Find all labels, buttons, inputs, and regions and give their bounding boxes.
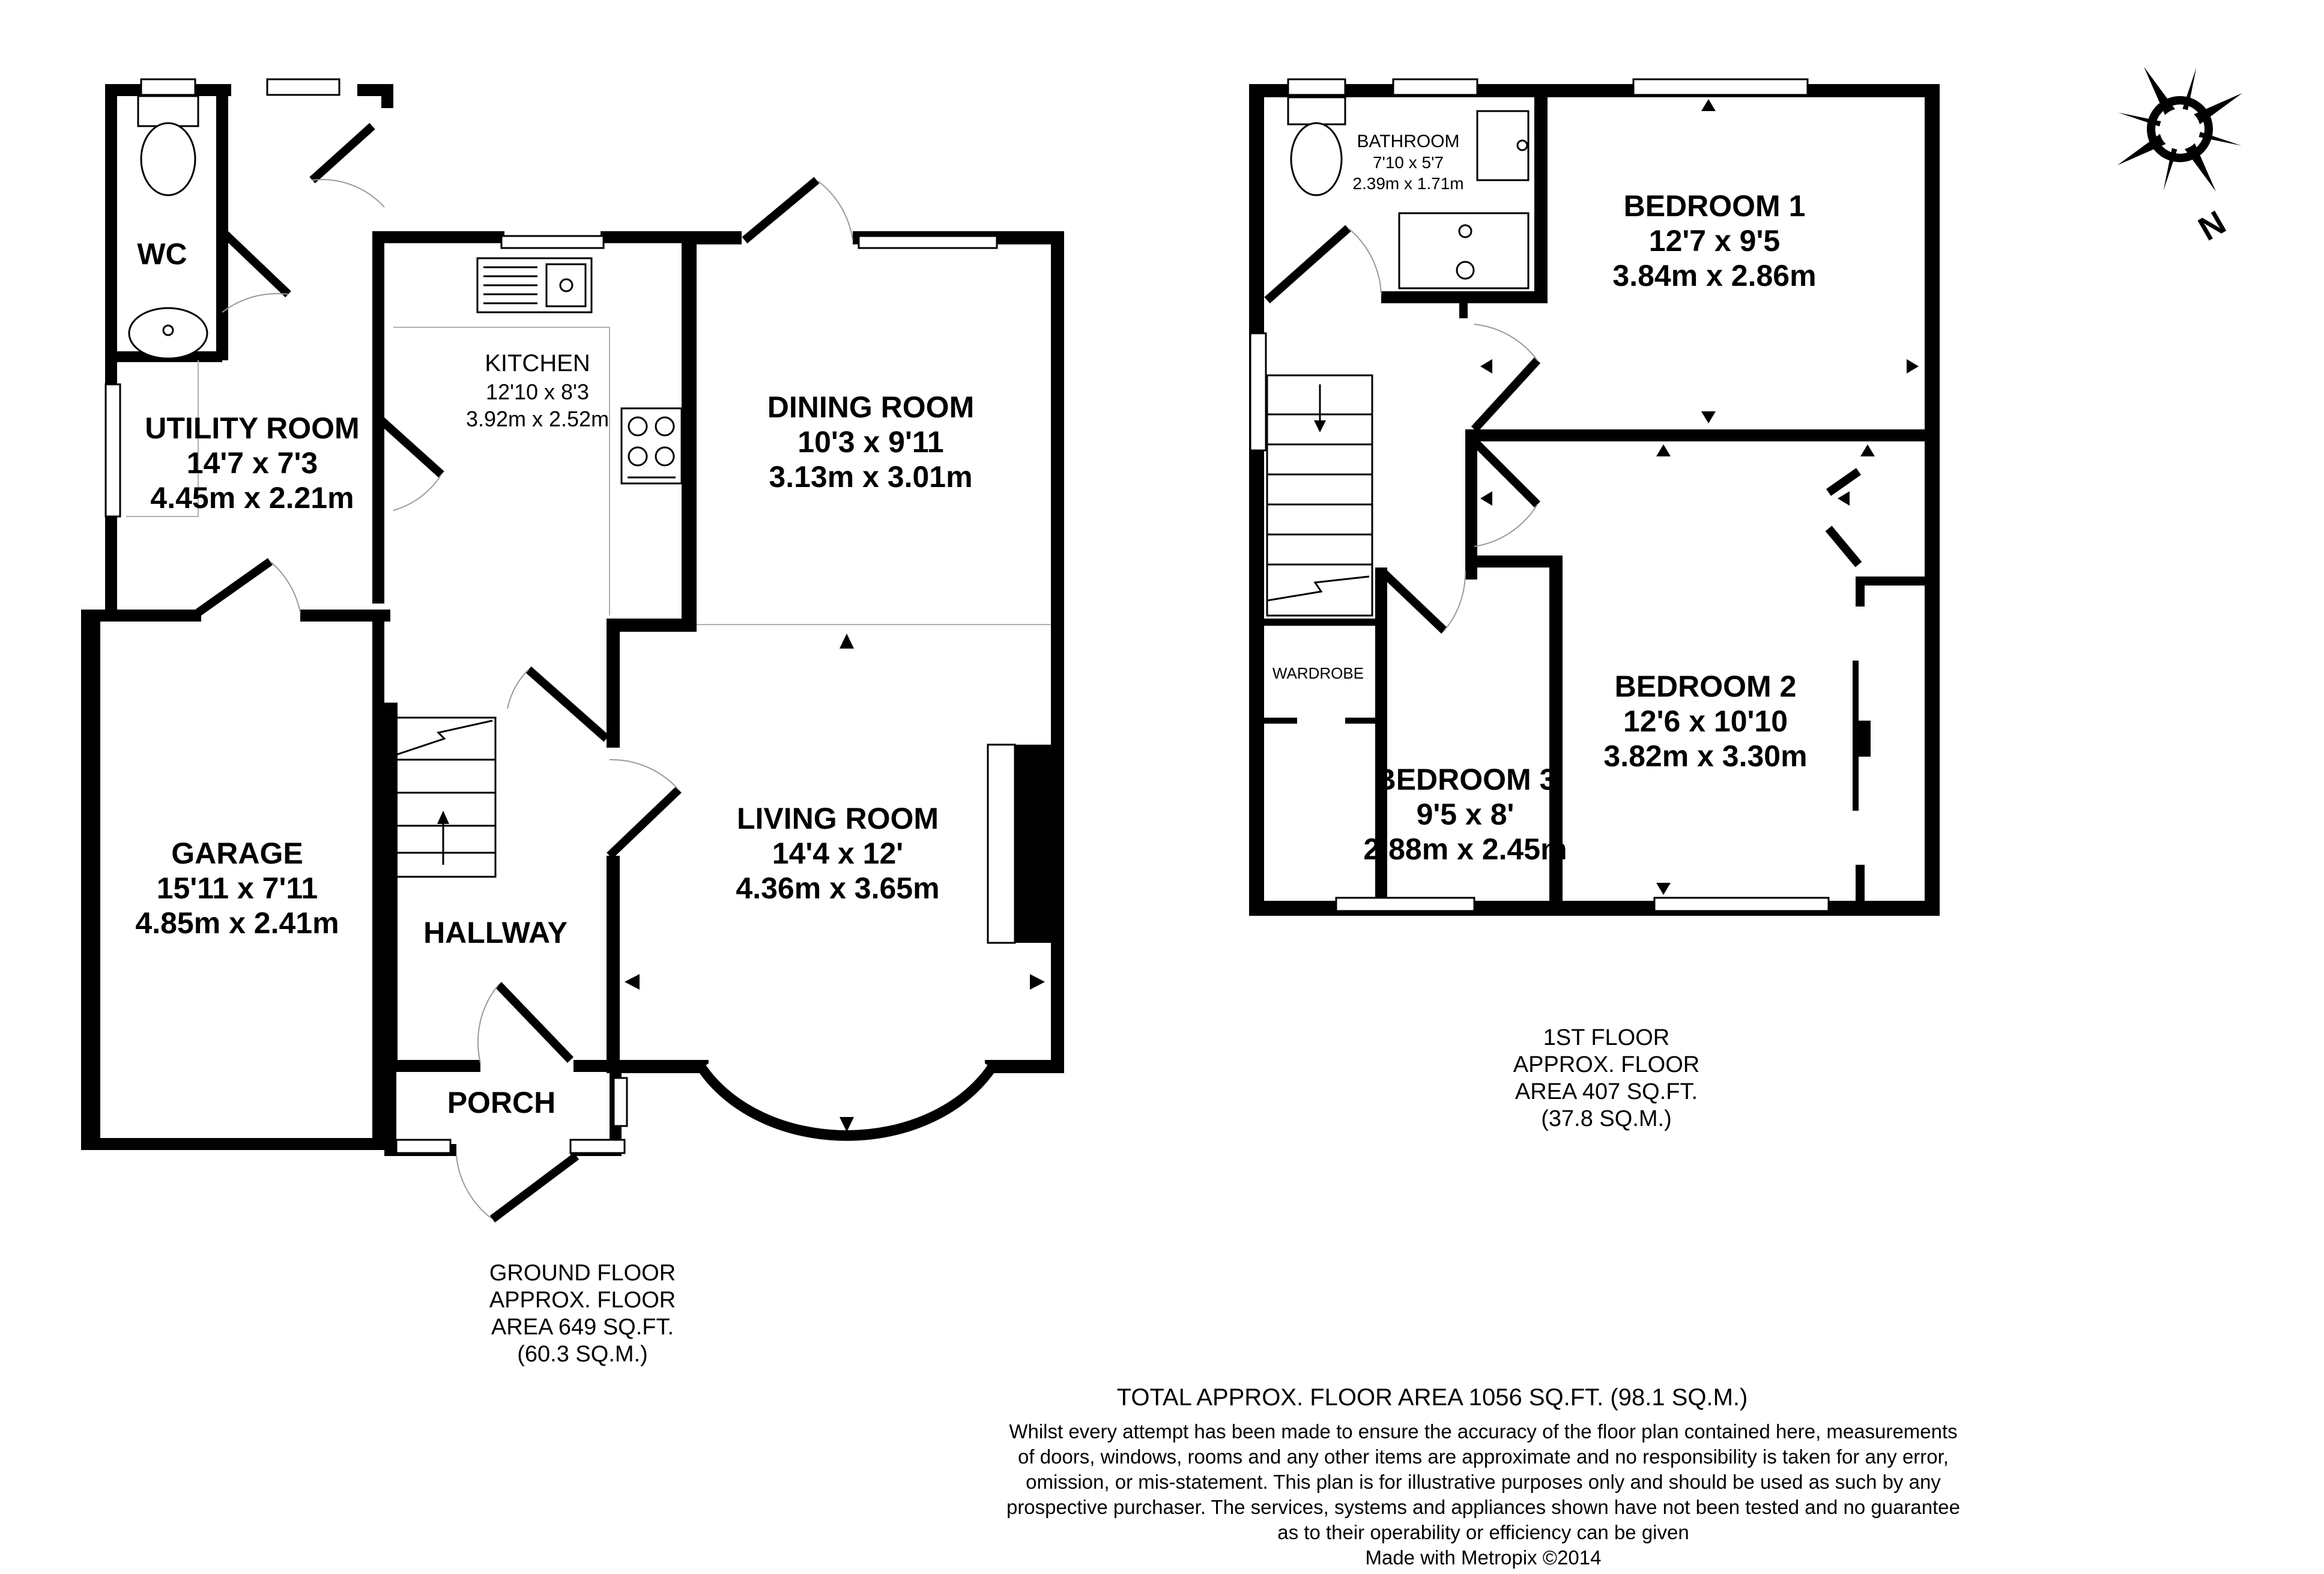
wall: [1249, 84, 1264, 916]
marker-arrow-icon: [1701, 411, 1716, 423]
room-label-porch: PORCH: [447, 1086, 556, 1119]
door-swing: [610, 760, 679, 790]
window: [1250, 333, 1266, 450]
room-label-kitchen: KITCHEN: [485, 350, 590, 377]
room-label-bedroom3: BEDROOM 3: [1374, 763, 1557, 796]
wall: [1261, 619, 1387, 626]
wall: [573, 1060, 610, 1072]
wall: [1459, 291, 1468, 318]
disclaimer-line: of doors, windows, rooms and any other items are approximate and no responsibility is taken for any error,: [1018, 1445, 1949, 1468]
shower-drain: [1457, 262, 1474, 279]
marker-arrow-icon: [1480, 491, 1492, 506]
wall: [607, 856, 620, 1072]
window: [859, 236, 997, 248]
toilet-cistern: [1288, 97, 1345, 124]
door-swing: [312, 180, 384, 207]
room-label-dining: DINING ROOM: [767, 390, 975, 424]
room-label-living: LIVING ROOM: [736, 802, 939, 835]
room-size-metric: 3.84m x 2.86m: [1612, 259, 1817, 292]
marker-arrow-icon: [1030, 974, 1045, 990]
wall: [384, 1060, 396, 1156]
wall: [81, 610, 100, 1150]
compass-rose-icon: [2081, 31, 2278, 228]
wall: [384, 231, 504, 243]
arrow-up-icon: [437, 811, 449, 824]
wall: [216, 84, 228, 360]
marker-arrow-icon: [1480, 359, 1492, 374]
wall: [682, 231, 697, 631]
toilet-icon: [141, 123, 195, 195]
window: [1654, 898, 1829, 911]
wall: [1465, 555, 1561, 568]
door-swing: [222, 294, 288, 312]
wall: [607, 619, 620, 748]
wardrobe-handle: [1859, 721, 1871, 757]
tap-icon: [1518, 141, 1527, 150]
wall: [1249, 84, 1940, 97]
door-swing: [507, 670, 528, 709]
room-size-imperial: 15'11 x 7'11: [156, 871, 318, 905]
door-swing: [456, 1156, 492, 1219]
door-swing: [1348, 228, 1381, 294]
marker-arrow-icon: [840, 634, 854, 649]
door-swing: [1444, 571, 1465, 631]
window: [1288, 79, 1345, 95]
room-size-metric: 4.85m x 2.41m: [135, 906, 339, 940]
disclaimer-line: omission, or mis-statement. This plan is for illustrative purposes only and should be used as such by any: [1026, 1471, 1941, 1493]
room-size-imperial: 12'6 x 10'10: [1623, 704, 1788, 738]
window: [570, 1140, 625, 1153]
compass-north-label: N: [2191, 203, 2232, 248]
window: [614, 1078, 627, 1126]
disclaimer-line: prospective purchaser. The services, systems and appliances shown have not been tested and no guarantee: [1006, 1496, 1961, 1518]
room-size-metric: 4.36m x 3.65m: [736, 871, 940, 905]
door-swing: [393, 474, 441, 510]
wall: [381, 84, 393, 108]
wardrobe-door: [1853, 661, 1859, 811]
door: [1381, 571, 1444, 631]
hearth: [988, 745, 1015, 943]
hob-ring-icon: [629, 447, 647, 465]
window: [396, 1140, 450, 1153]
door: [312, 126, 372, 180]
room-size-metric: 3.92m x 2.52m: [465, 407, 610, 431]
window: [501, 236, 604, 248]
wall: [384, 1060, 480, 1072]
wall: [1261, 718, 1297, 724]
wall: [607, 1060, 709, 1073]
toilet-icon: [1291, 123, 1342, 195]
room-size-metric: 2.88m x 2.45m: [1363, 832, 1567, 866]
disclaimer-line: as to their operability or efficiency can be given: [1277, 1521, 1689, 1543]
wall: [1856, 865, 1865, 904]
room-size-imperial: 7'10 x 5'7: [1372, 153, 1444, 172]
first-floor-plan: [1249, 79, 1940, 1131]
door: [381, 420, 441, 474]
staircase: [390, 718, 495, 877]
marker-arrow-icon: [625, 974, 640, 990]
hob-ring-icon: [656, 417, 674, 435]
ground-floor-area-line: APPROX. FLOOR: [489, 1288, 676, 1313]
ground-floor-plan: [81, 79, 1064, 1367]
door: [1267, 228, 1348, 300]
wall: [607, 619, 697, 632]
arrow-down-icon: [1314, 420, 1326, 432]
window: [1336, 898, 1474, 911]
room-size-imperial: 9'5 x 8': [1416, 798, 1515, 831]
room-size-imperial: 12'7 x 9'5: [1648, 224, 1781, 258]
door: [745, 180, 817, 240]
door-swing: [1474, 324, 1537, 360]
room-label-wardrobe: WARDROBE: [1272, 664, 1364, 682]
shower-head: [1459, 225, 1471, 237]
marker-arrow-icon: [1701, 99, 1716, 111]
door-swing: [270, 561, 300, 613]
staircase: [1267, 375, 1372, 616]
ground-floor-area-line: (60.3 SQ.M.): [517, 1342, 648, 1367]
first-floor-area-line: (37.8 SQ.M.): [1541, 1106, 1672, 1131]
wall: [1345, 718, 1387, 724]
chimney-breast: [1015, 745, 1051, 943]
window: [1393, 79, 1477, 95]
metropix-credit: Made with Metropix ©2014: [1365, 1546, 1602, 1569]
wall: [1051, 231, 1064, 1072]
wall: [81, 1138, 384, 1150]
door: [1474, 441, 1537, 504]
disclaimer-line: Whilst every attempt has been made to ensure the accuracy of the floor plan contained here, measurements: [1009, 1420, 1958, 1442]
room-label-hallway: HALLWAY: [423, 916, 567, 949]
marker-arrow-icon: [1656, 883, 1671, 895]
door: [198, 561, 270, 613]
wall: [697, 231, 742, 244]
room-size-imperial: 12'10 x 8'3: [486, 380, 589, 404]
hob-ring-icon: [656, 447, 674, 465]
door: [1829, 471, 1859, 492]
basin-drain: [163, 325, 173, 335]
window: [106, 384, 120, 516]
door-swing: [817, 180, 853, 240]
room-size-metric: 2.39m x 1.71m: [1352, 174, 1464, 193]
wall: [372, 231, 384, 604]
door: [498, 985, 570, 1060]
hob-ring-icon: [629, 417, 647, 435]
wall: [1925, 84, 1940, 916]
first-floor-area-line: 1ST FLOOR: [1543, 1025, 1670, 1050]
room-label-bathroom: BATHROOM: [1357, 132, 1460, 151]
room-size-metric: 4.45m x 2.21m: [150, 481, 354, 515]
door-swing: [478, 985, 498, 1063]
room-size-imperial: 14'4 x 12': [772, 837, 904, 870]
door: [610, 790, 679, 856]
door: [1474, 360, 1537, 429]
marker-arrow-icon: [1860, 444, 1875, 456]
door: [528, 670, 607, 739]
wall: [1856, 577, 1865, 607]
sink-drain: [560, 279, 572, 291]
room-label-bedroom2: BEDROOM 2: [1614, 670, 1797, 703]
ground-floor-area-line: AREA 649 SQ.FT.: [491, 1315, 674, 1340]
room-size-metric: 3.82m x 3.30m: [1603, 739, 1808, 773]
toilet-cistern: [138, 96, 198, 126]
window: [1633, 79, 1808, 95]
room-label-garage: GARAGE: [171, 837, 303, 870]
room-size-imperial: 14'7 x 7'3: [186, 446, 318, 480]
ground-floor-area-line: GROUND FLOOR: [489, 1261, 676, 1286]
total-floor-area: TOTAL APPROX. FLOOR AREA 1056 SQ.FT. (98.1 SQ.M.): [1116, 1384, 1748, 1411]
window: [141, 79, 195, 95]
wall: [1856, 577, 1940, 586]
marker-arrow-icon: [1838, 491, 1850, 506]
door: [492, 1156, 576, 1219]
wall: [372, 610, 384, 1150]
room-size-imperial: 10'3 x 9'11: [797, 425, 944, 459]
marker-arrow-icon: [1907, 359, 1919, 374]
door: [222, 231, 288, 294]
door: [1829, 528, 1859, 565]
first-floor-area-line: AREA 407 SQ.FT.: [1515, 1079, 1698, 1104]
window: [267, 79, 339, 95]
room-label-bedroom1: BEDROOM 1: [1623, 189, 1806, 223]
wall: [1465, 429, 1940, 441]
marker-arrow-icon: [1656, 444, 1671, 456]
room-label-wc: WC: [137, 237, 187, 271]
wall: [985, 1060, 1064, 1073]
door-swing: [1474, 504, 1537, 546]
room-size-metric: 3.13m x 3.01m: [769, 460, 973, 494]
room-label-utility: UTILITY ROOM: [145, 411, 360, 445]
first-floor-area-line: APPROX. FLOOR: [1513, 1052, 1700, 1077]
wall: [1534, 84, 1548, 300]
